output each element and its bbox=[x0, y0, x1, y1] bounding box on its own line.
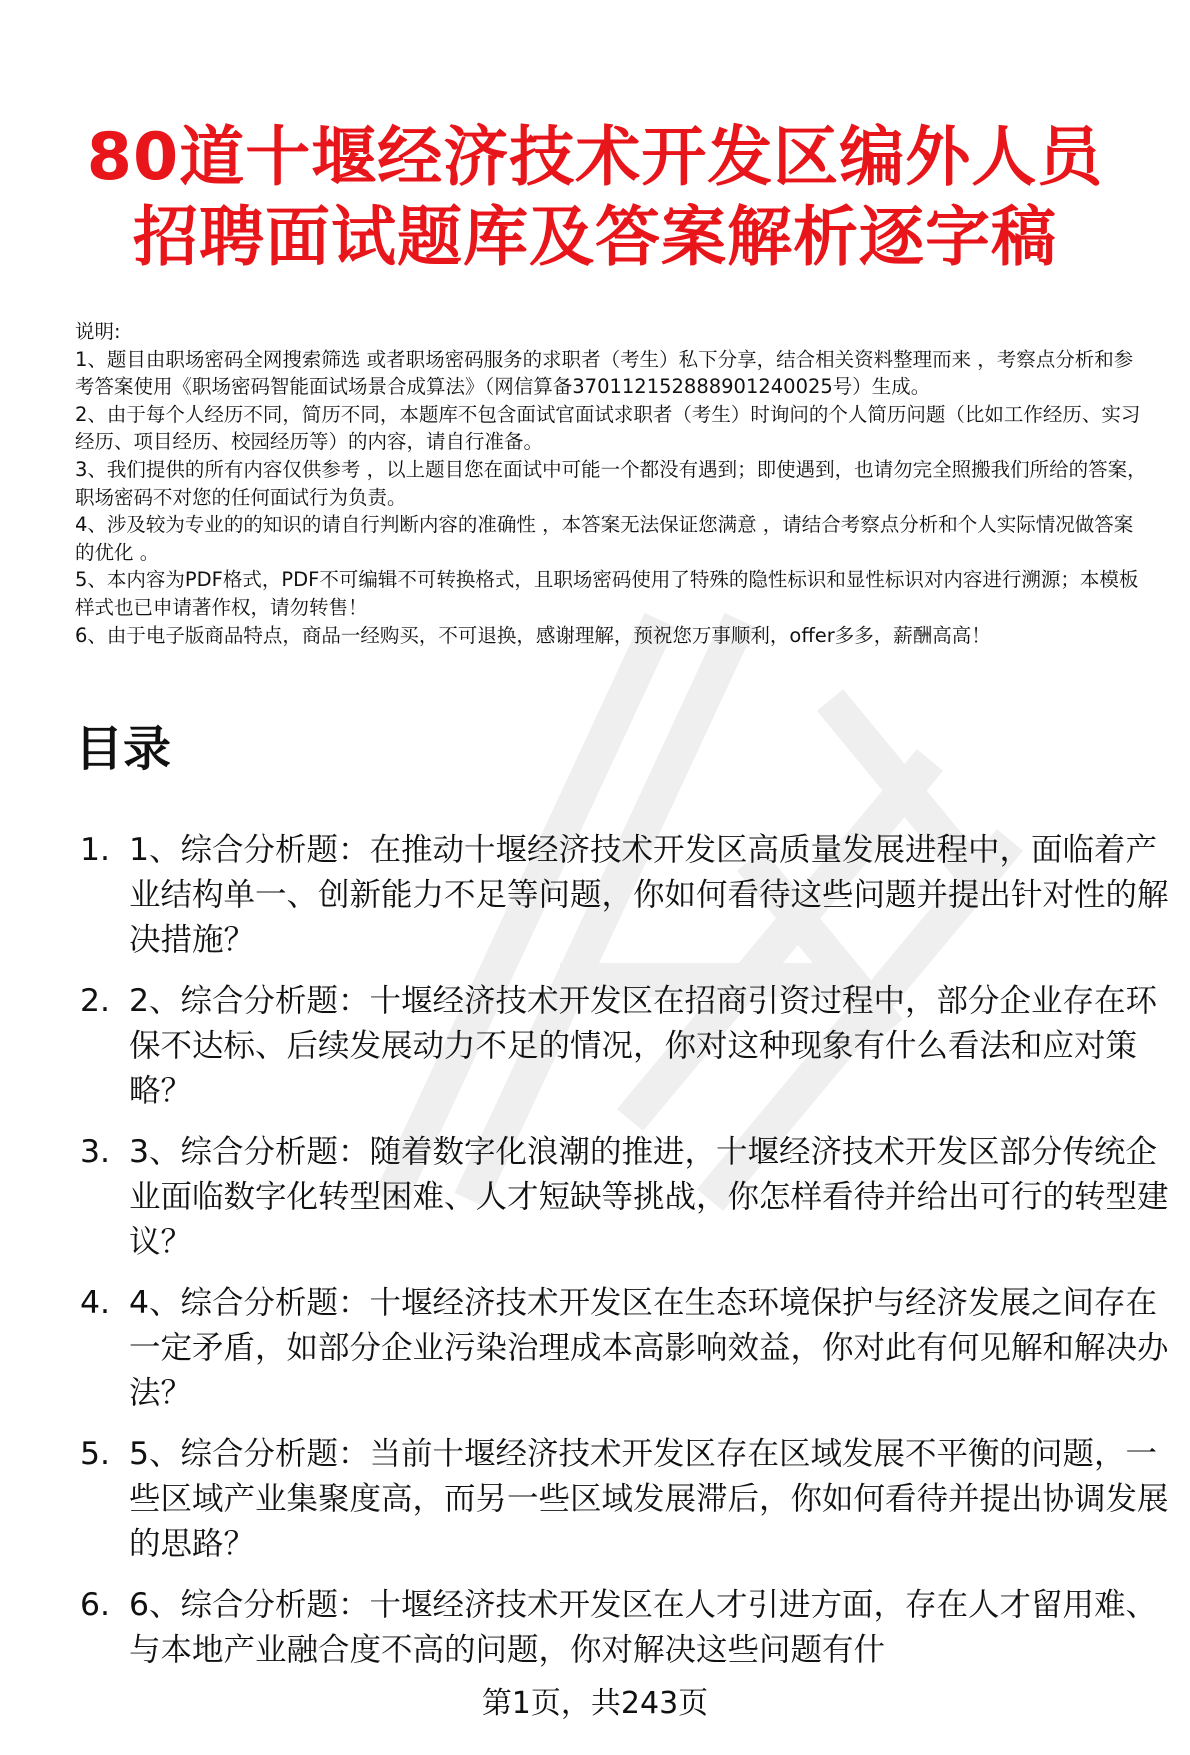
toc-item-number: 1. bbox=[80, 832, 111, 868]
note-item: 5、本内容为PDF格式，PDF不可编辑不可转换格式，且职场密码使用了特殊的隐性标识和显性标识对内容进行溯源；本模板样式也已申请著作权，请勿转售！ bbox=[75, 568, 1139, 619]
toc-item-text: 3、综合分析题：随着数字化浪潮的推进，十堰经济技术开发区部分传统企业面临数字化转型困难、人才短缺等挑战，你怎样看待并给出可行的转型建议？ bbox=[129, 1134, 1169, 1260]
document-title bbox=[60, 118, 1130, 278]
toc-item[interactable] bbox=[75, 828, 1175, 963]
note-item: 6、由于电子版商品特点，商品一经购买，不可退换，感谢理解，预祝您万事顺利，offer多多，薪酬高高！ bbox=[75, 623, 991, 647]
toc-item-number: 6. bbox=[80, 1587, 111, 1623]
notes-heading: 说明: bbox=[75, 320, 121, 343]
toc-item[interactable] bbox=[75, 1281, 1175, 1416]
toc-item-number: 4. bbox=[80, 1285, 111, 1321]
toc-item[interactable] bbox=[75, 1432, 1175, 1567]
toc-item[interactable] bbox=[75, 979, 1175, 1114]
note-item: 2、由于每个人经历不同，简历不同，本题库不包含面试官面试求职者（考生）时询问的个人简历问题（比如工作经历、实习经历、项目经历、校园经历等）的内容，请自行准备。 bbox=[75, 402, 1141, 454]
toc-list bbox=[75, 828, 1175, 1689]
toc-item-text: 6、综合分析题：十堰经济技术开发区在人才引进方面，存在人才留用难、与本地产业融合度不高的问题，你对解决这些问题有什 bbox=[129, 1587, 1158, 1668]
toc-item-text: 2、综合分析题：十堰经济技术开发区在招商引资过程中，部分企业存在环保不达标、后续发展动力不足的情况，你对这种现象有什么看法和应对策略？ bbox=[129, 983, 1158, 1109]
toc-item-number: 2. bbox=[80, 983, 111, 1019]
toc-heading: 目录 bbox=[75, 721, 172, 777]
toc-item-text: 5、综合分析题：当前十堰经济技术开发区存在区域发展不平衡的问题，一些区域产业集聚度高，而另一些区域发展滞后，你如何看待并提出协调发展的思路？ bbox=[129, 1436, 1169, 1562]
notes-section bbox=[75, 318, 1150, 649]
toc-item-text: 4、综合分析题：十堰经济技术开发区在生态环境保护与经济发展之间存在一定矛盾，如部分企业污染治理成本高影响效益，你对此有何见解和解决办法？ bbox=[129, 1285, 1169, 1411]
page-footer: 第1页，共243页 bbox=[481, 1686, 709, 1721]
toc-item-number: 3. bbox=[80, 1134, 111, 1170]
title-line-2: 招聘面试题库及答案解析逐字稿 bbox=[132, 200, 1057, 275]
title-line-1: 80道十堰经济技术开发区编外人员 bbox=[86, 120, 1104, 195]
note-item: 4、涉及较为专业的的知识的请自行判断内容的准确性 ，本答案无法保证您满意 ，请结合考察点分析和个人实际情况做答案的优化 。 bbox=[75, 513, 1134, 564]
note-item: 1、题目由职场密码全网搜索筛选 或者职场密码服务的求职者（考生）私下分享，结合相关资料整理而来 ，考察点分析和参考答案使用《职场密码智能面试场景合成算法》（网信算备370112152888901240025号）生成。 bbox=[75, 347, 1134, 399]
toc-item-text: 1、综合分析题：在推动十堰经济技术开发区高质量发展进程中，面临着产业结构单一、创新能力不足等问题，你如何看待这些问题并提出针对性的解决措施？ bbox=[129, 832, 1169, 958]
toc-item[interactable] bbox=[75, 1583, 1175, 1673]
toc-item-number: 5. bbox=[80, 1436, 111, 1472]
toc-item[interactable] bbox=[75, 1130, 1175, 1265]
note-item: 3、我们提供的所有内容仅供参考 ，以上题目您在面试中可能一个都没有遇到；即使遇到，也请勿完全照搬我们所给的答案，职场密码不对您的任何面试行为负责。 bbox=[75, 457, 1147, 509]
